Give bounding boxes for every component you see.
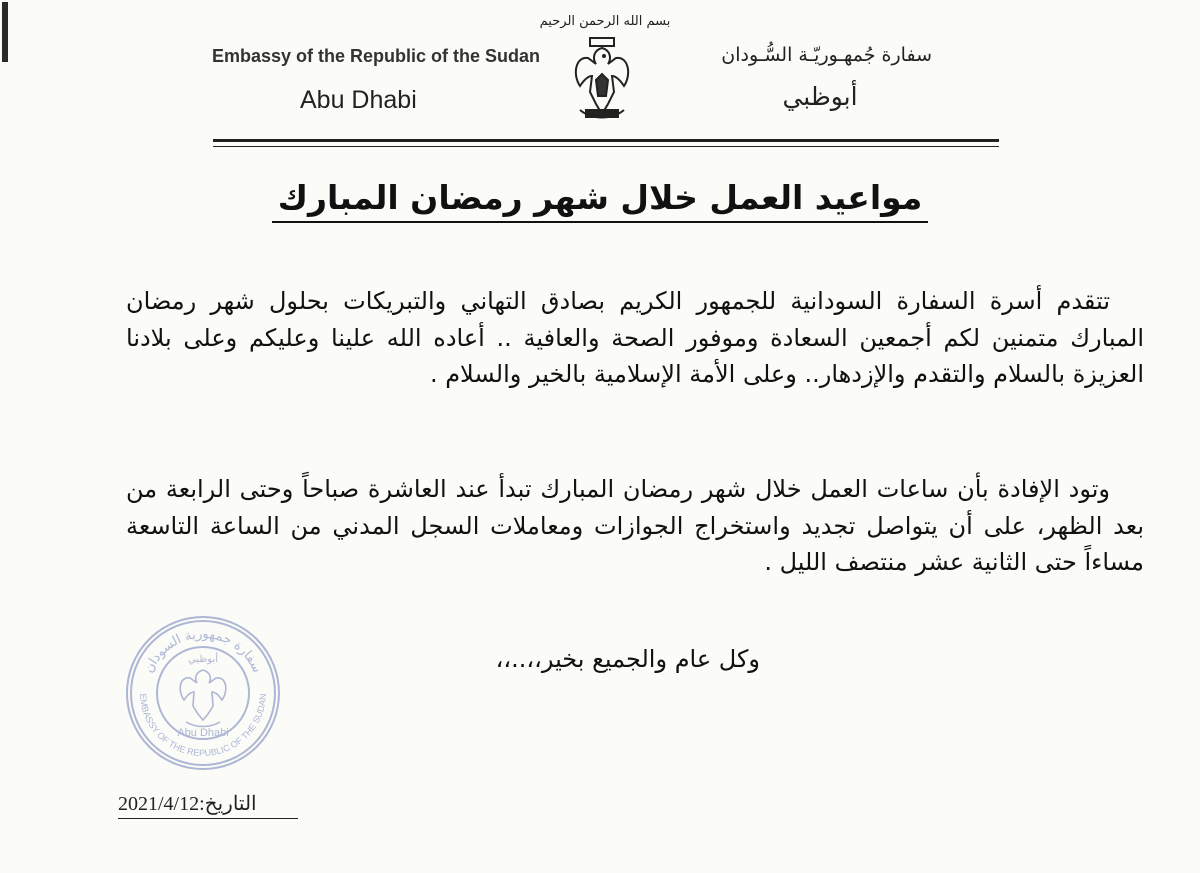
date-label: التاريخ:	[199, 793, 257, 815]
embassy-city-ar: أبوظبي	[782, 82, 858, 111]
date-line	[118, 791, 298, 819]
document-title	[200, 178, 1000, 217]
document-title-text: مواعيد العمل خلال شهر رمضان المبارك	[272, 178, 929, 223]
embassy-name-ar: سفارة جُمهـوريّـة السُّـودان	[721, 44, 932, 66]
embassy-name-en: Embassy of the Republic of the Sudan	[212, 46, 541, 66]
header-rule-thin	[213, 146, 999, 147]
header-rule-thick	[213, 139, 999, 142]
scan-edge-mark	[2, 2, 8, 62]
embassy-stamp-icon	[122, 612, 284, 774]
stamp-text-bottom: EMBASSY OF THE REPUBLIC OF THE SUDAN	[137, 693, 269, 759]
stamp-text-top: سفارة جمهورية السودان	[141, 626, 265, 676]
stamp-city-en: Abu Dhabi	[177, 727, 229, 739]
embassy-city-en: Abu Dhabi	[300, 86, 417, 114]
date-value: 2021/4/12	[118, 793, 200, 815]
closing-line: وكل عام والجميع بخير،،..،،	[495, 645, 760, 673]
sudan-emblem-icon	[566, 34, 638, 124]
basmala: بسم الله الرحمن الرحيم	[539, 14, 671, 29]
stamp-city-ar: أبوظبي	[187, 654, 219, 665]
paragraph-working-hours: وتود الإفادة بأن ساعات العمل خلال شهر رمضان المبارك تبدأ عند العاشرة صباحاً وحتى الرابعة من بعد الظهر، على أن يتواصل تجديد واستخراج الجوازات ومعاملات السجل المدني من الساعة التاسعة مساءاً حتى الثانية عشر منتصف الليل .	[126, 475, 1144, 576]
paragraph-greeting: تتقدم أسرة السفارة السودانية للجمهور الكريم بصادق التهاني والتبريكات بحلول شهر رمضان المبارك متمنين لكم أجمعين السعادة وموفور الصحة والعافية .. أعاده الله علينا وعليكم وعلى بلادنا العزيزة بالسلام والتقدم والإزدهار.. وعلى الأمة الإسلامية بالخير والسلام .	[126, 287, 1144, 388]
